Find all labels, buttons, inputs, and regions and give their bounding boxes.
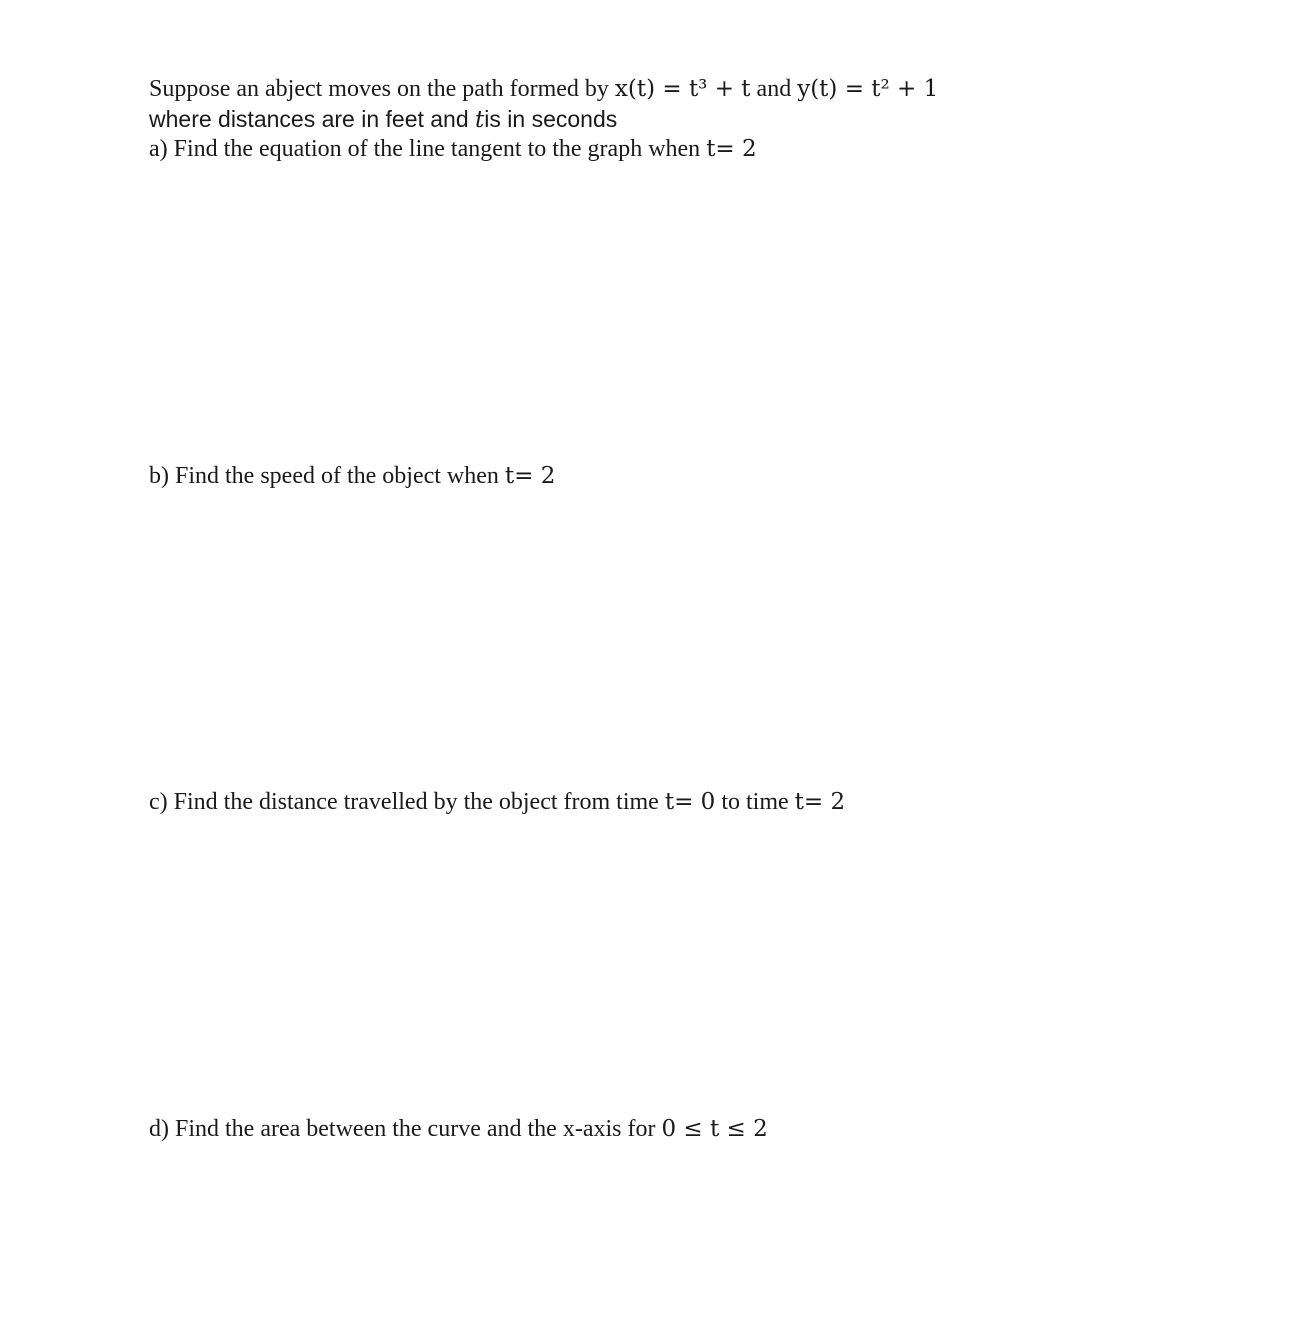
question-a xyxy=(149,134,757,164)
question-d-condition: 0 ≤ t ≤ 2 xyxy=(661,1116,768,1142)
question-b-condition: t= 2 xyxy=(504,463,556,489)
question-b xyxy=(149,461,555,491)
intro-text: Suppose an abject moves on the path formed by xyxy=(149,76,615,102)
question-a-condition: t= 2 xyxy=(706,136,757,162)
intro-line-2-text: where distances are in feet and xyxy=(149,106,476,132)
intro-line-2-tail: is in seconds xyxy=(484,106,618,132)
question-b-text: b) Find the speed of the object when xyxy=(149,463,505,489)
t-variable: t xyxy=(475,107,485,133)
x-equation: x(t) = t³ + t xyxy=(614,76,751,102)
question-d-text: d) Find the area between the curve and the x-axis for xyxy=(149,1116,662,1142)
and-word: and xyxy=(750,76,798,102)
question-c xyxy=(149,787,845,817)
question-c-end-condition: t= 2 xyxy=(794,789,846,815)
question-c-start-condition: t= 0 xyxy=(664,789,716,815)
question-a-text: a) Find the equation of the line tangent to the graph when xyxy=(149,136,707,162)
question-c-middle: to time xyxy=(715,789,795,815)
question-c-text: c) Find the distance travelled by the object from time xyxy=(149,789,665,815)
y-equation: y(t) = t² + 1 xyxy=(797,76,939,102)
intro-line-1 xyxy=(149,74,938,104)
question-d xyxy=(149,1114,768,1144)
intro-line-2 xyxy=(149,104,617,135)
